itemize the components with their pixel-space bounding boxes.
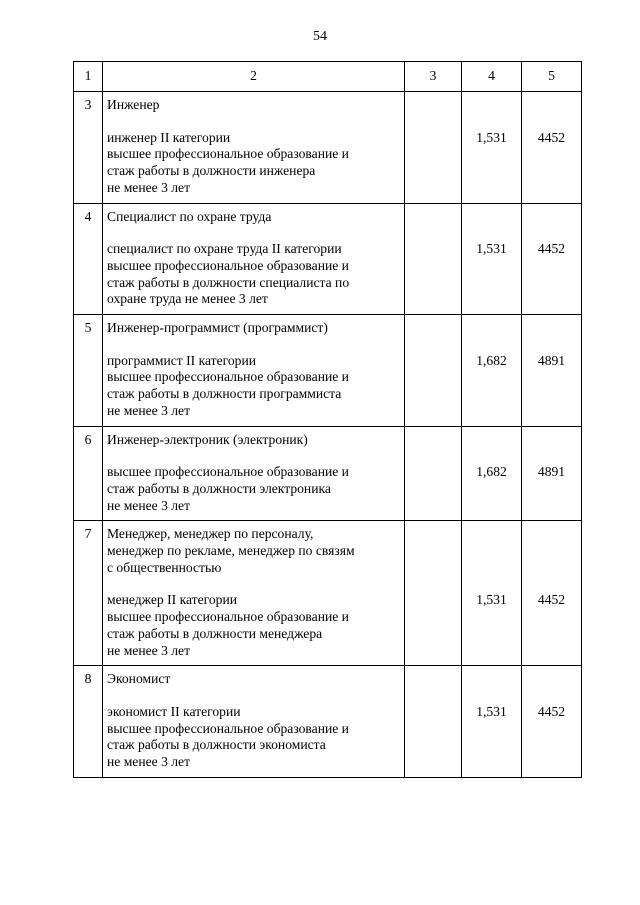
- spacer: [107, 771, 404, 777]
- spacer: [107, 197, 404, 203]
- spacer: [107, 448, 404, 464]
- position-description-line: стаж работы в должности менеджера: [107, 625, 323, 641]
- coefficient-value: 1,682: [476, 464, 507, 480]
- spacer: [107, 308, 404, 314]
- position-cell: [103, 666, 405, 778]
- column-3-cell: [405, 92, 462, 204]
- row-number-cell: 3: [74, 92, 103, 204]
- position-title-line: Специалист по охране труда: [107, 208, 272, 224]
- salary-value: 4452: [537, 703, 566, 719]
- position-cell: [103, 521, 405, 666]
- position-description-line: инженер II категории: [107, 129, 231, 145]
- position-title-line: Инженер: [107, 97, 160, 112]
- position-description-line: высшее профессиональное образование и: [107, 720, 349, 736]
- column-3-cell: [405, 426, 462, 521]
- row-number-cell: 5: [74, 315, 103, 427]
- salary-cell: [522, 521, 582, 666]
- table-row: [74, 203, 582, 315]
- position-title-line: Менеджер, менеджер по персоналу,: [107, 526, 314, 542]
- page-number: 54: [313, 29, 327, 44]
- table-header-row: [74, 62, 582, 92]
- salary-value: 4452: [537, 241, 566, 257]
- row-number-cell: 7: [74, 521, 103, 666]
- position-title-line: Инженер-электроник (электроник): [107, 431, 308, 447]
- table-row: [74, 666, 582, 778]
- table-row: [74, 426, 582, 521]
- row-number-cell: 8: [74, 666, 103, 778]
- position-description-line: не менее 3 лет: [107, 754, 191, 770]
- position-title-line: с общественностью: [107, 559, 222, 575]
- position-description-line: стаж работы в должности экономиста: [107, 737, 326, 753]
- position-description-line: высшее профессиональное образование и: [107, 464, 349, 480]
- position-cell: [103, 92, 405, 204]
- position-title-line: Экономист: [107, 671, 171, 687]
- spacer: [107, 576, 404, 592]
- position-description-line: экономист II категории: [107, 703, 241, 719]
- salary-cell: [522, 426, 582, 521]
- column-3-cell: [405, 521, 462, 666]
- header-cell: 2: [103, 62, 405, 92]
- position-description-line: стаж работы в должности инженера: [107, 163, 316, 179]
- position-cell: [103, 315, 405, 427]
- column-3-cell: [405, 666, 462, 778]
- salary-value: 4891: [537, 352, 566, 368]
- salary-table: [73, 61, 582, 778]
- table-row: [74, 92, 582, 204]
- position-cell: [103, 426, 405, 521]
- position-description-line: стаж работы в должности электроника: [107, 480, 331, 496]
- spacer: [107, 114, 404, 130]
- coefficient-cell: [462, 203, 522, 315]
- spacer: [107, 225, 404, 241]
- header-cell: 3: [405, 62, 462, 92]
- position-description-line: охране труда не менее 3 лет: [107, 291, 268, 307]
- row-number-cell: 6: [74, 426, 103, 521]
- table-row: [74, 315, 582, 427]
- position-cell: [103, 203, 405, 315]
- position-description-line: высшее профессиональное образование и: [107, 257, 349, 273]
- position-description-line: высшее профессиональное образование и: [107, 609, 349, 625]
- salary-value: 4452: [537, 592, 566, 608]
- column-3-cell: [405, 203, 462, 315]
- row-number-cell: 4: [74, 203, 103, 315]
- position-description-line: не менее 3 лет: [107, 642, 191, 658]
- salary-cell: [522, 315, 582, 427]
- position-title-line: Инженер-программист (программист): [107, 320, 328, 336]
- position-description-line: не менее 3 лет: [107, 179, 191, 195]
- header-cell: 5: [522, 62, 582, 92]
- coefficient-cell: [462, 426, 522, 521]
- salary-cell: [522, 203, 582, 315]
- salary-cell: [522, 92, 582, 204]
- spacer: [107, 420, 404, 426]
- position-description-line: не менее 3 лет: [107, 497, 191, 513]
- coefficient-value: 1,682: [476, 352, 507, 368]
- header-cell: 4: [462, 62, 522, 92]
- table-row: [74, 521, 582, 666]
- position-description-line: менеджер II категории: [107, 592, 238, 608]
- position-description-line: не менее 3 лет: [107, 402, 191, 418]
- column-3-cell: [405, 315, 462, 427]
- coefficient-value: 1,531: [476, 703, 507, 719]
- position-title-line: менеджер по рекламе, менеджер по связям: [107, 543, 355, 559]
- spacer: [107, 688, 404, 704]
- header-cell: 1: [74, 62, 103, 92]
- position-description-line: высшее профессиональное образование и: [107, 146, 349, 162]
- coefficient-value: 1,531: [476, 129, 507, 145]
- salary-value: 4891: [537, 464, 566, 480]
- spacer: [107, 337, 404, 353]
- coefficient-cell: [462, 92, 522, 204]
- coefficient-value: 1,531: [476, 241, 507, 257]
- coefficient-cell: [462, 315, 522, 427]
- spacer: [107, 659, 404, 665]
- spacer: [107, 514, 404, 520]
- coefficient-cell: [462, 521, 522, 666]
- salary-value: 4452: [537, 129, 566, 145]
- coefficient-value: 1,531: [476, 592, 507, 608]
- salary-cell: [522, 666, 582, 778]
- position-description-line: стаж работы в должности специалиста по: [107, 274, 350, 290]
- position-description-line: высшее профессиональное образование и: [107, 369, 349, 385]
- position-description-line: программист II категории: [107, 352, 257, 368]
- coefficient-cell: [462, 666, 522, 778]
- position-description-line: специалист по охране труда II категории: [107, 241, 342, 257]
- position-description-line: стаж работы в должности программиста: [107, 386, 342, 402]
